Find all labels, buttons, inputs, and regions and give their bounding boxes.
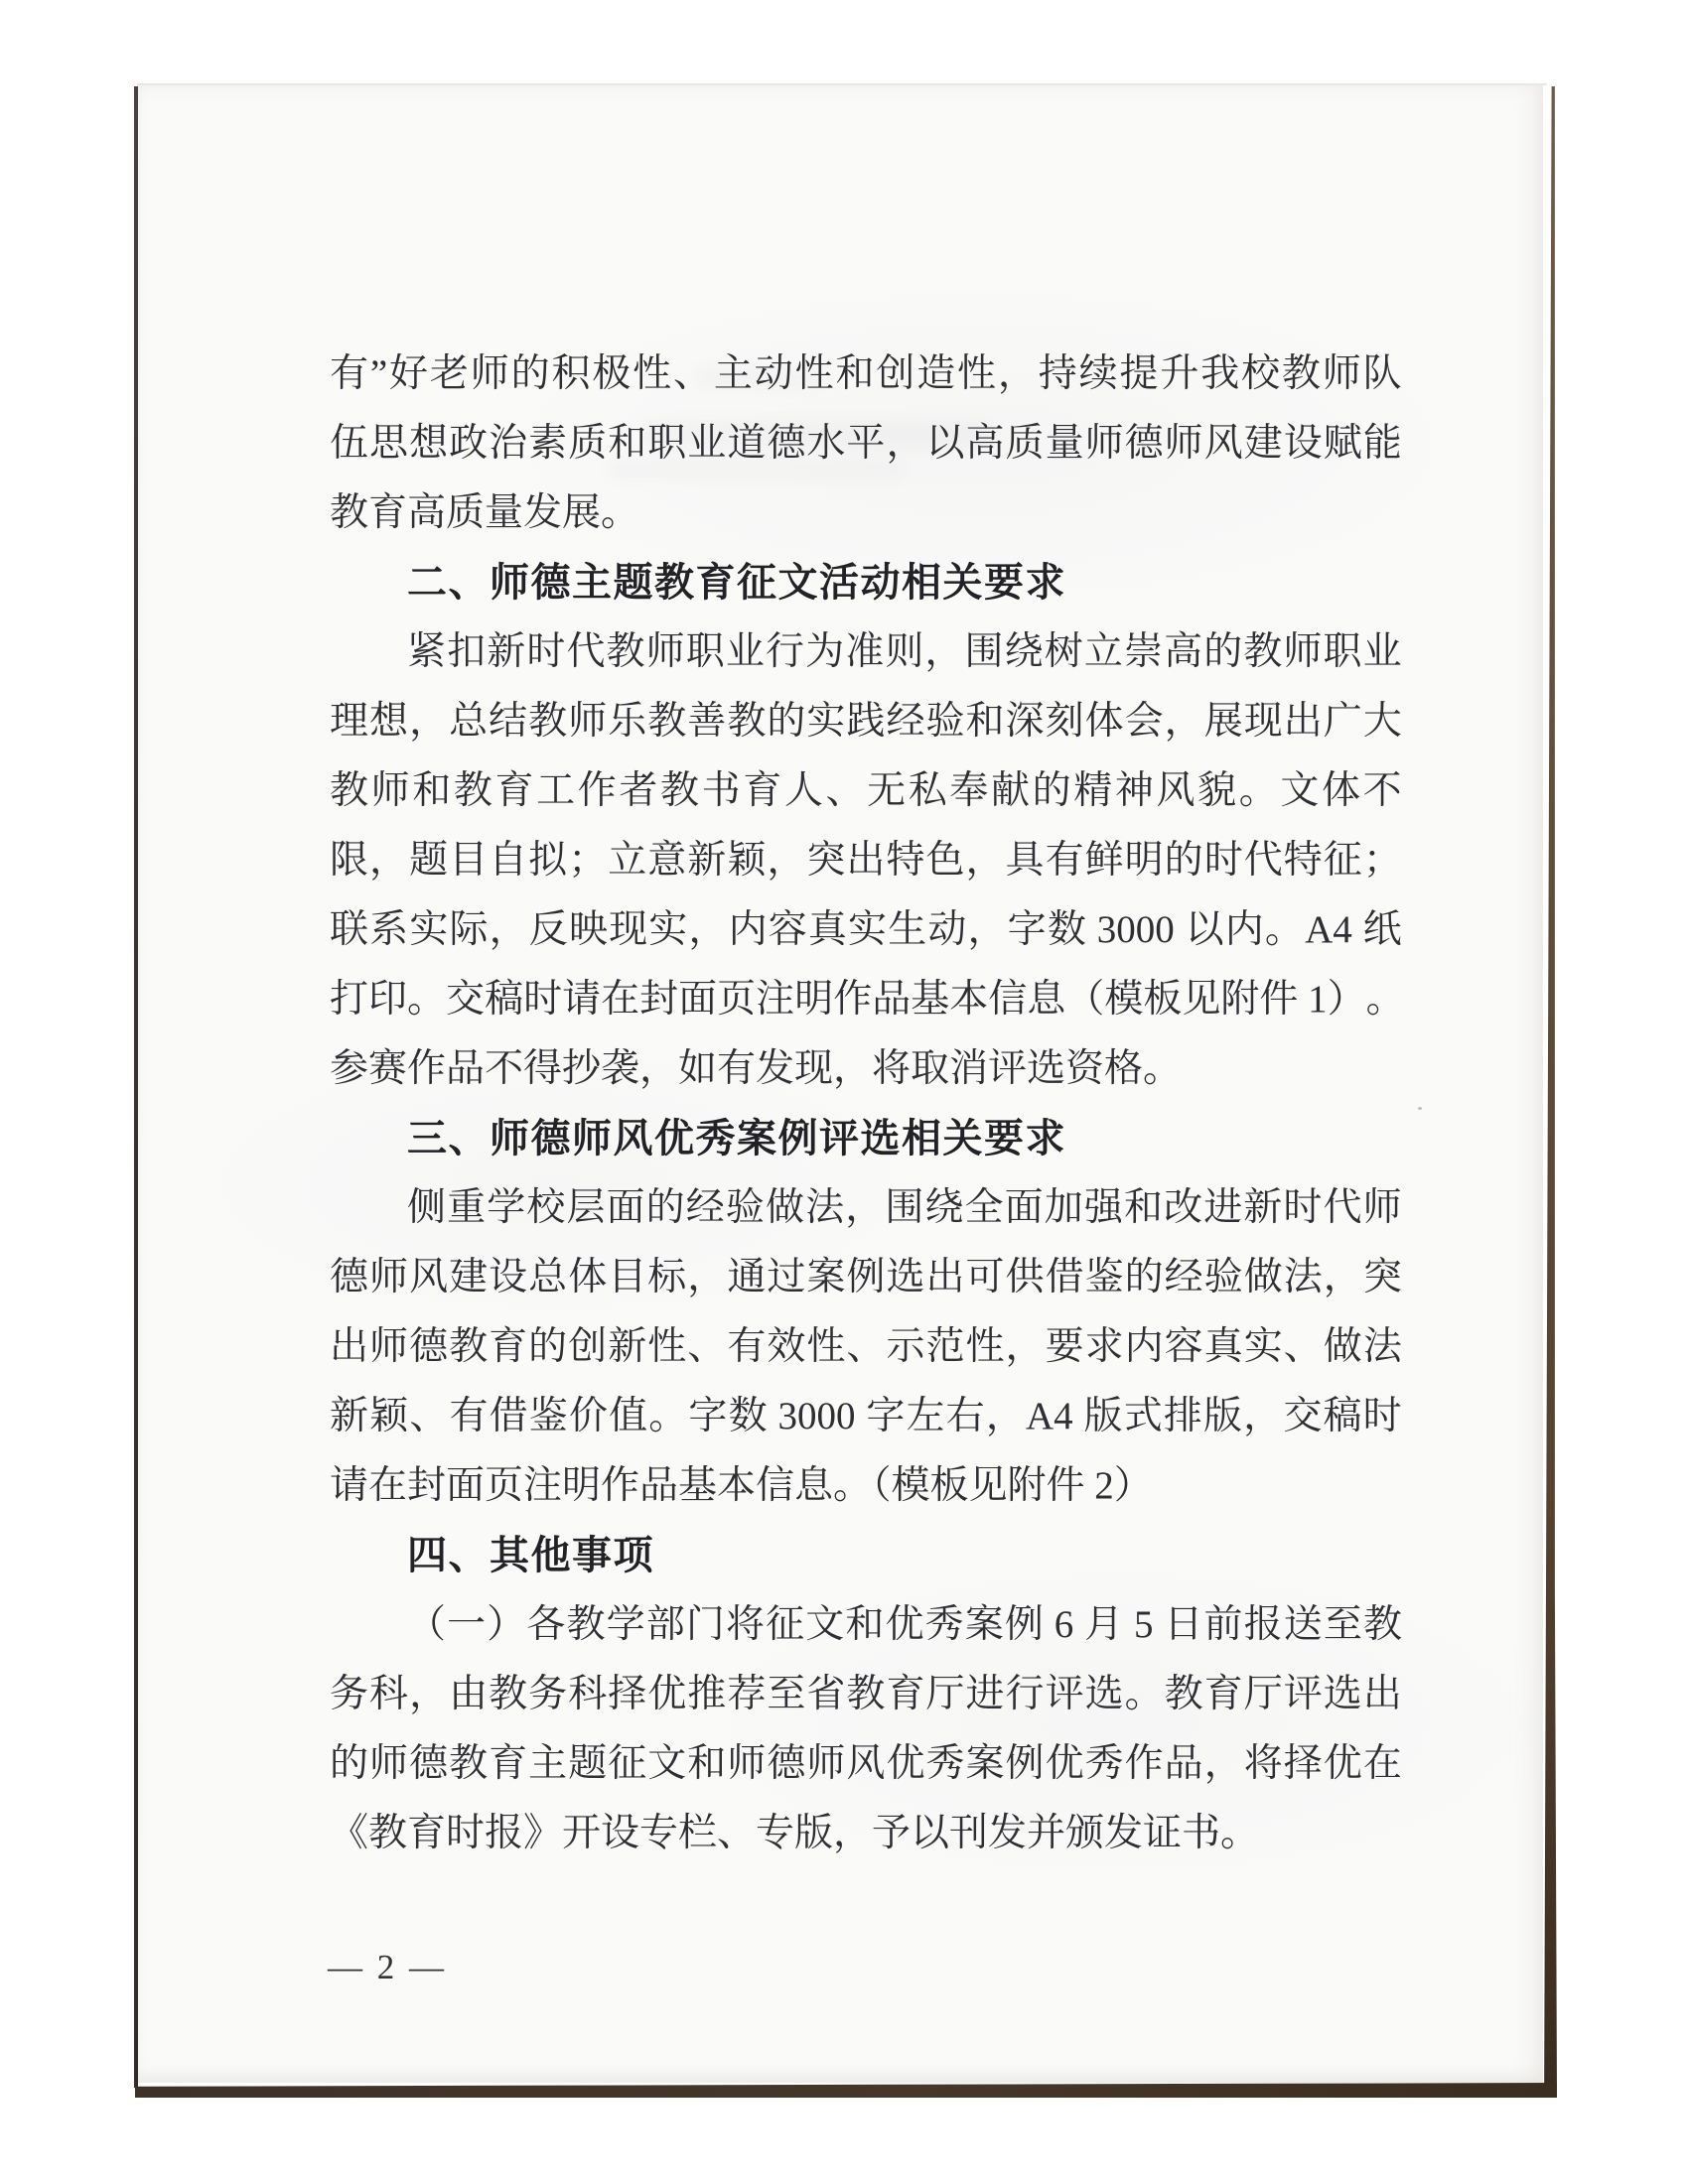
- text-line: 的 师 德 教 育 主 题 征 文 和 师 德 师 风 优 秀 案 例 优 秀 作 品 ， 将 择 优 在: [330, 1742, 1402, 1785]
- paper-left-edge: [134, 86, 138, 2088]
- text-line: 联 系 实 际 ， 反 映 现 实 ， 内 容 真 实 生 动 ， 字 数 3000 以 内 。 A4 纸: [330, 908, 1402, 951]
- text-line: 紧 扣 新 时 代 教 师 职 业 行 为 准 则 ， 围 绕 树 立 崇 高 的 教 师 职 业: [407, 630, 1402, 673]
- paper-right-edge: [1542, 86, 1557, 2092]
- paper-bottom-edge: [135, 2083, 1557, 2098]
- text-line: 教育高质量发展。: [330, 491, 640, 534]
- heading-line: 二、师德主题教育征文活动相关要求: [407, 561, 1066, 605]
- text-line: 理 想 ， 总 结 教 师 乐 教 善 教 的 实 践 经 验 和 深 刻 体 会 ， 展 现 出 广 大: [330, 700, 1402, 743]
- text-line: 教 师 和 教 育 工 作 者 教 书 育 人 、 无 私 奉 献 的 精 神 风 貌 。 文 体 不: [330, 769, 1402, 812]
- text-line: 新 颖 、 有 借 鉴 价 值 。 字 数 3000 字 左 右 ， A4 版 式 排 版 ， 交 稿 时: [330, 1395, 1402, 1437]
- text-line: 请在封面页注明作品基本信息。（模板见附件 2）: [330, 1464, 1153, 1507]
- text-line: 有 ” 好 老 师 的 积 极 性 、 主 动 性 和 创 造 性 ， 持 续 提 升 我 校 教 师 队: [330, 352, 1402, 395]
- heading-line: 三、师德师风优秀案例评选相关要求: [407, 1117, 1066, 1160]
- text-line: 参赛作品不得抄袭，如有发现，将取消评选资格。: [330, 1047, 1183, 1090]
- heading-line: 四、其他事项: [407, 1534, 654, 1577]
- text-line: （ 一 ） 各 教 学 部 门 将 征 文 和 优 秀 案 例 6 月 5 日 前 报 送 至 教: [407, 1603, 1402, 1646]
- text-line: 打 印 。 交 稿 时 请 在 封 面 页 注 明 作 品 基 本 信 息 （ 模 板 见 附 件 1 ） 。: [330, 978, 1405, 1021]
- text-line: 限 ， 题 目 自 拟 ； 立 意 新 颖 ， 突 出 特 色 ， 具 有 鲜 明 的 时 代 特 征 ；: [330, 839, 1402, 882]
- text-line: 务 科 ， 由 教 务 科 择 优 推 荐 至 省 教 育 厅 进 行 评 选 。 教 育 厅 评 选 出: [330, 1673, 1402, 1715]
- text-line: 出 师 德 教 育 的 创 新 性 、 有 效 性 、 示 范 性 ， 要 求 内 容 真 实 、 做 法: [330, 1325, 1402, 1368]
- text-line: 伍 思 想 政 治 素 质 和 职 业 道 德 水 平 ， 以 高 质 量 师 德 师 风 建 设 赋 能: [330, 422, 1402, 465]
- scan-speck: [1418, 1107, 1422, 1110]
- text-line: 《教育时报》开设专栏、专版，予以刊发并颁发证书。: [330, 1812, 1260, 1854]
- text-line: 侧 重 学 校 层 面 的 经 验 做 法 ， 围 绕 全 面 加 强 和 改 进 新 时 代 师: [407, 1186, 1402, 1229]
- page-number: — 2 —: [328, 1948, 447, 1986]
- paper-top-edge: [137, 83, 1547, 85]
- text-line: 德 师 风 建 设 总 体 目 标 ， 通 过 案 例 选 出 可 供 借 鉴 的 经 验 做 法 ， 突: [330, 1256, 1402, 1298]
- document-body: [330, 340, 1405, 1868]
